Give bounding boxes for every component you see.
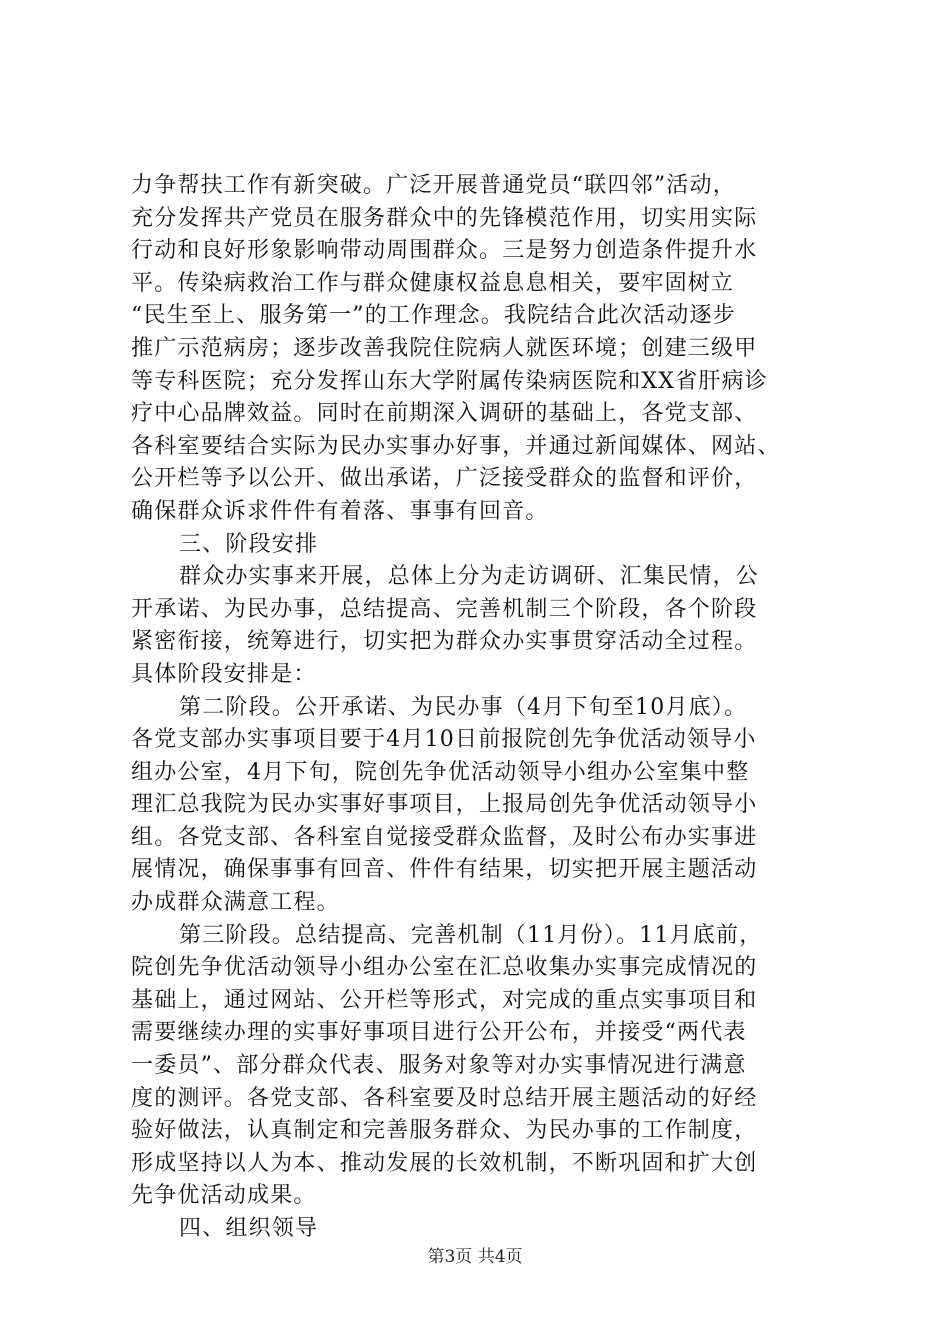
paragraph-stage-overview: 群众办实事来开展，总体上分为走访调研、汇集民情，公 开承诺、为民办事，总结提高、完善机制三个阶段，各个阶段 紧密衔接，统筹进行，切实把为群众办实事贯穿活动全过程。 具体阶段安排是：: [131, 564, 760, 687]
section-heading-stage-arrangement: 三、阶段安排: [179, 531, 319, 557]
page-number-footer: 第3页 共4页: [427, 1247, 523, 1267]
section-heading-organization: 四、组织领导: [179, 1216, 319, 1241]
document-body: [131, 170, 831, 1246]
paragraph-intro: 力争帮扶工作有新突破。广泛开展普通党员“联四邻”活动， 充分发挥共产党员在服务群众中的先锋模范作用，切实用实际 行动和良好形象影响带动周围群众。三是努力创造条件提升水 平。传染病救治工作与群众健康权益息息相关，要牢固树立 “民生至上、服务第一”的工作理念。我院结合此次活动逐步 推广示范病房；逐步改善我院住院病人就医环境；创建三级甲 等专科医院；充分发挥山东大学附属传染病医院和XX省肝病诊 疗中心品牌效益。同时在前期深入调研的基础上，各党支部、 各科室要结合实际为民办实事办好事，并通过新闻媒体、网站、 公开栏等予以公开、做出承诺，广泛接受群众的监督和评价， 确保群众诉求件件有着落、事事有回音。: [131, 173, 781, 524]
paragraph-stage-two: 第二阶段。公开承诺、为民办事（4月下旬至10月底）。 各党支部办实事项目要于4月10日前报院创先争优活动领导小 组办公室，4月下旬，院创先争优活动领导小组办公室集中整 理汇总我院为民办实事好事项目，上报局创先争优活动领导小 组。各党支部、各科室自觉接受群众监督，及时公布办实事进 展情况，确保事事有回音、件件有结果，切实把开展主题活动 办成群众满意工程。: [131, 694, 758, 916]
paragraph-stage-three: 第三阶段。总结提高、完善机制（11月份）。11月底前， 院创先争优活动领导小组办公室在汇总收集办实事完成情况的 基础上，通过网站、公开栏等形式，对完成的重点实事项目和 需要继续办理的实事好事项目进行公开公布，并接受“两代表 一委员”、部分群众代表、服务对象等对办实事情况进行满意 度的测评。各党支部、各科室要及时总结开展主题活动的好经 验好做法，认真制定和完善服务群众、为民办事的工作制度， 形成坚持以人为本、推动发展的长效机制，不断巩固和扩大创 先争优活动成果。: [131, 922, 763, 1209]
